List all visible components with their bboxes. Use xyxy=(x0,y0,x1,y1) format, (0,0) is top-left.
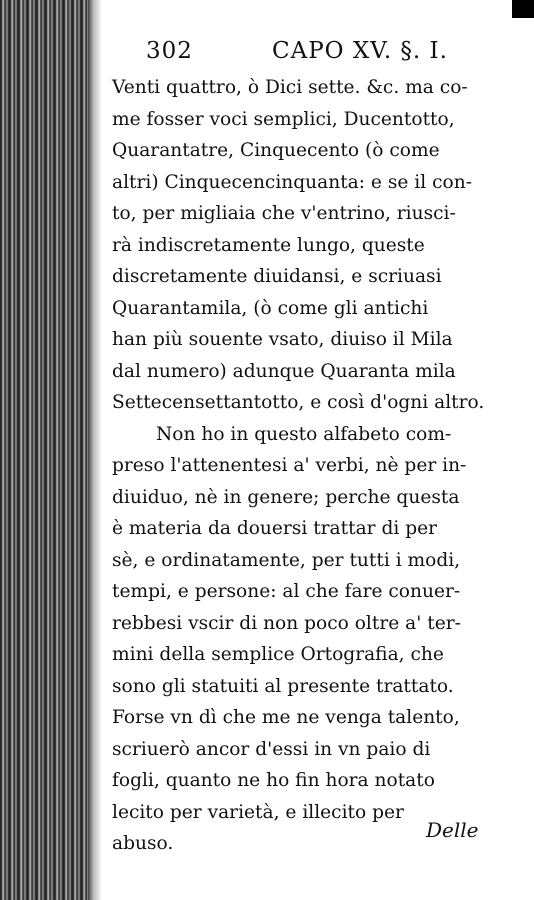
text-line: lecito per varietà, e illecito per xyxy=(112,801,404,823)
text-line: tempi, e persone: al che fare conuer- xyxy=(112,581,461,602)
book-spine-edge xyxy=(0,0,92,900)
book-page xyxy=(112,38,522,878)
text-line: scriuerò ancor d'essi in vn paio di xyxy=(112,738,431,760)
text-line: Settecensettantotto, e così d'ogni altro. xyxy=(112,392,485,413)
text-line: Quarantatre, Cinquecento (ò come xyxy=(112,140,440,161)
running-head xyxy=(112,38,522,72)
paragraph-start-line: Non ho in questo alfabeto com- xyxy=(156,423,452,445)
page-text xyxy=(112,72,522,860)
text-line: abuso. xyxy=(112,833,174,854)
text-line: sè, e ordinatamente, per tutti i modi, xyxy=(112,549,461,571)
catchword: Delle xyxy=(426,818,479,842)
text-line: mini della semplice Ortografia, che xyxy=(112,644,444,665)
text-line: altri) Cinquecencinquanta: e se il con- xyxy=(112,171,472,193)
text-line: Venti quattro, ò Dici sette. &c. ma co- xyxy=(112,77,468,98)
text-line: rebbesi vscir di non poco oltre a' ter- xyxy=(112,612,461,634)
text-line: to, per migliaia che v'entrino, riusci- xyxy=(112,203,456,224)
text-line: preso l'attenentesi a' verbi, nè per in- xyxy=(112,455,467,476)
page-gutter-shadow xyxy=(88,0,102,900)
text-line: Forse vn dì che me ne venga talento, xyxy=(112,707,460,728)
text-line: dal numero) adunque Quaranta mila xyxy=(112,360,456,382)
text-line: diuiduo, nè in genere; perche questa xyxy=(112,486,460,508)
text-line: discretamente diuidansi, e scriuasi xyxy=(112,266,442,287)
page-number: 302 xyxy=(146,38,193,64)
scan-corner xyxy=(512,0,534,18)
text-line: è materia da douersi trattar di per xyxy=(112,518,438,539)
text-line: fogli, quanto ne ho fin hora notato xyxy=(112,770,435,791)
text-line: rà indiscretamente lungo, queste xyxy=(112,234,425,256)
text-line: me fosser voci semplici, Ducentotto, xyxy=(112,108,455,130)
text-line: sono gli statuiti al presente trattato. xyxy=(112,675,454,697)
text-line: Quarantamila, (ò come gli antichi xyxy=(112,297,429,319)
text-line: han più souente vsato, diuiso il Mila xyxy=(112,329,453,350)
chapter-heading: CAPO XV. §. I. xyxy=(272,38,448,64)
